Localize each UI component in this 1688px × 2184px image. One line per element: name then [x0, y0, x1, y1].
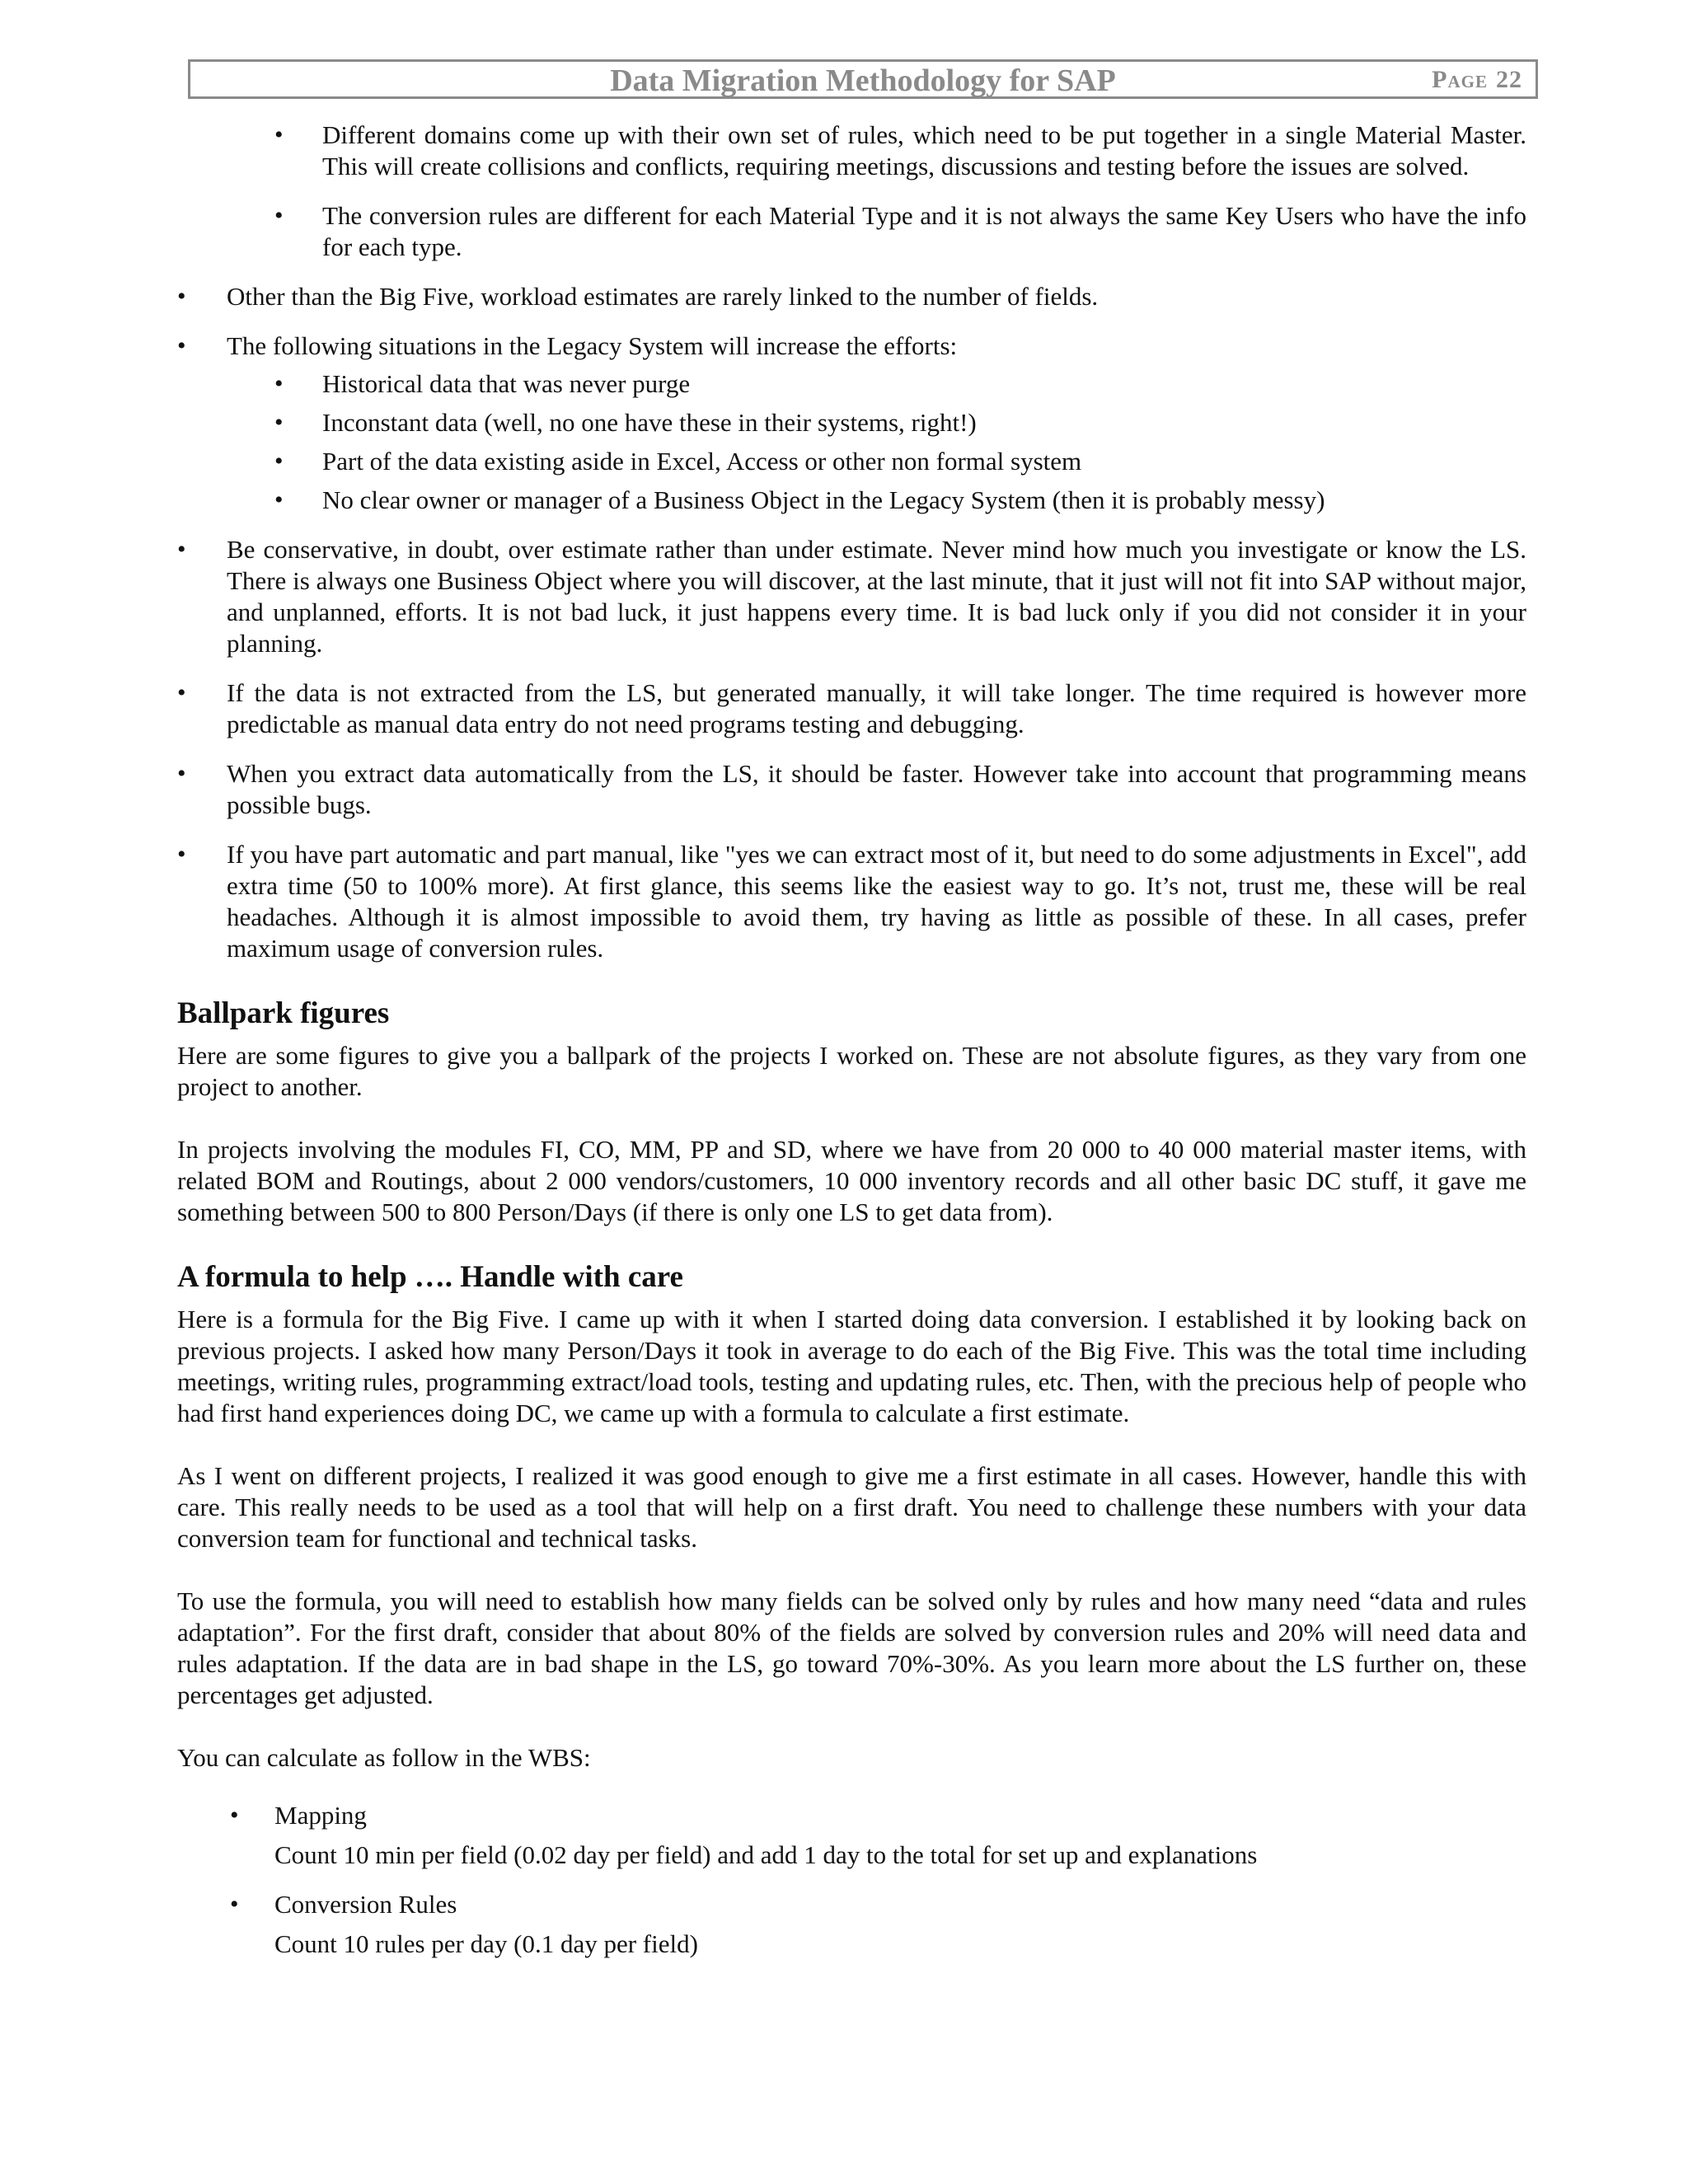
bullet-icon: •: [177, 679, 186, 706]
list-item: [177, 368, 1526, 400]
paragraph: Here are some figures to give you a ballpark of the projects I worked on. These are not absolute figures, as they vary from one project to another.: [177, 1041, 1526, 1101]
list-item-text: The conversion rules are different for each Material Type and it is not always the same Key Users who have the info for each type.: [322, 201, 1526, 261]
list-item: [177, 839, 1526, 964]
bullet-icon: •: [177, 536, 186, 563]
list-item: [177, 200, 1526, 263]
list-item: [177, 120, 1526, 182]
wbs-item-detail: Count 10 min per field (0.02 day per field) and add 1 day to the total for set up and explanations: [274, 1840, 1258, 1869]
bullet-icon: •: [274, 202, 284, 229]
bullet-icon: •: [274, 409, 284, 436]
bullet-icon: •: [230, 1891, 239, 1918]
bullet-icon: •: [177, 283, 186, 310]
wbs-item-title: Mapping: [274, 1801, 367, 1830]
list-item: [177, 446, 1526, 477]
list-item-text: Other than the Big Five, workload estimates are rarely linked to the number of fields.: [227, 282, 1099, 311]
paragraph: In projects involving the modules FI, CO, MM, PP and SD, where we have from 20 000 to 40 000 material master items, with related BOM and Routings, about 2 000 vendors/customers, 10 000 inventory records and all other basic DC stuff, it gave me something between 500 to 800 Person/Days (if there is only one LS to get data from).: [177, 1135, 1526, 1226]
bullet-icon: •: [177, 841, 186, 868]
section-heading-ballpark: Ballpark figures: [177, 996, 390, 1030]
list-item: [177, 758, 1526, 821]
bullet-icon: •: [274, 486, 284, 513]
wbs-item-detail: Count 10 rules per day (0.1 day per field): [274, 1929, 698, 1958]
paragraph: You can calculate as follow in the WBS:: [177, 1743, 591, 1772]
wbs-item-conversion-rules: [177, 1889, 1526, 1920]
page-number: 22: [1496, 66, 1522, 93]
bullet-icon: •: [177, 760, 186, 787]
list-item-text: No clear owner or manager of a Business Object in the Legacy System (then it is probably messy): [322, 485, 1325, 514]
bullet-icon: •: [177, 332, 186, 359]
list-item-text: If you have part automatic and part manual, like "yes we can extract most of it, but need to do some adjustments in Excel", add extra time (50 to 100% more). At first glance, this seems like the easiest way to go. It’s not, trust me, these will be real headaches. Although it is almost impossible to avoid them, try having as little as possible of these. In all cases, prefer maximum usage of conversion rules.: [227, 840, 1526, 963]
list-item-text: The following situations in the Legacy System will increase the efforts:: [227, 331, 958, 360]
page-header: [188, 59, 1538, 99]
list-item: [177, 534, 1526, 659]
wbs-item-title: Conversion Rules: [274, 1890, 457, 1919]
page-number-label: [1432, 65, 1522, 95]
list-item: [177, 485, 1526, 516]
list-item-text: If the data is not extracted from the LS, but generated manually, it will take longer. The time required is however more predictable as manual data entry do not need programs testing and debugging.: [227, 678, 1526, 738]
bullet-icon: •: [230, 1802, 239, 1829]
paragraph: As I went on different projects, I realized it was good enough to give me a first estimate in all cases. However, handle this with care. This really needs to be used as a tool that will help on a first draft. You need to challenge these numbers with your data conversion team for functional and technical tasks.: [177, 1461, 1526, 1553]
document-title: Data Migration Methodology for SAP: [610, 63, 1116, 98]
list-item-text: Historical data that was never purge: [322, 369, 691, 398]
list-item: [177, 281, 1526, 312]
bullet-icon: •: [274, 448, 284, 475]
list-item: [177, 330, 1526, 362]
wbs-item-mapping: [177, 1800, 1526, 1831]
paragraph: Here is a formula for the Big Five. I came up with it when I started doing data conversion. I established it by looking back on previous projects. I asked how many Person/Days it took in average to do each of the Big Five. This was the total time including meetings, writing rules, programming extract/load tools, testing and updating rules, etc. Then, with the precious help of people who had first hand experiences doing DC, we came up with a formula to calculate a first estimate.: [177, 1305, 1526, 1427]
page-label: Page: [1432, 66, 1488, 93]
bullet-icon: •: [274, 121, 284, 148]
list-item-text: Different domains come up with their own set of rules, which need to be put together in a single Material Master. This will create collisions and conflicts, requiring meetings, discussions and testing before the issues are solved.: [322, 120, 1526, 180]
page-body: [177, 120, 1526, 1978]
list-item-text: When you extract data automatically from the LS, it should be faster. However take into account that programming means possible bugs.: [227, 759, 1526, 819]
list-item-text: Inconstant data (well, no one have these in their systems, right!): [322, 408, 977, 437]
paragraph: To use the formula, you will need to establish how many fields can be solved only by rules and how many need “data and rules adaptation”. For the first draft, consider that about 80% of the fields are solved by conversion rules and 20% will need data and rules adaptation. If the data are in bad shape in the LS, go toward 70%-30%. As you learn more about the LS further on, these percentages get adjusted.: [177, 1586, 1526, 1709]
list-item: [177, 407, 1526, 438]
section-heading-formula: A formula to help …. Handle with care: [177, 1260, 683, 1294]
bullet-icon: •: [274, 370, 284, 397]
list-item: [177, 677, 1526, 740]
list-item-text: Part of the data existing aside in Excel, Access or other non formal system: [322, 447, 1082, 476]
list-item-text: Be conservative, in doubt, over estimate rather than under estimate. Never mind how much you investigate or know the LS. There is always one Business Object where you will discover, at the last minute, that it just will not fit into SAP without major, and unplanned, efforts. It is not bad luck, it just happens every time. It is bad luck only if you did not consider it in your planning.: [227, 535, 1526, 658]
